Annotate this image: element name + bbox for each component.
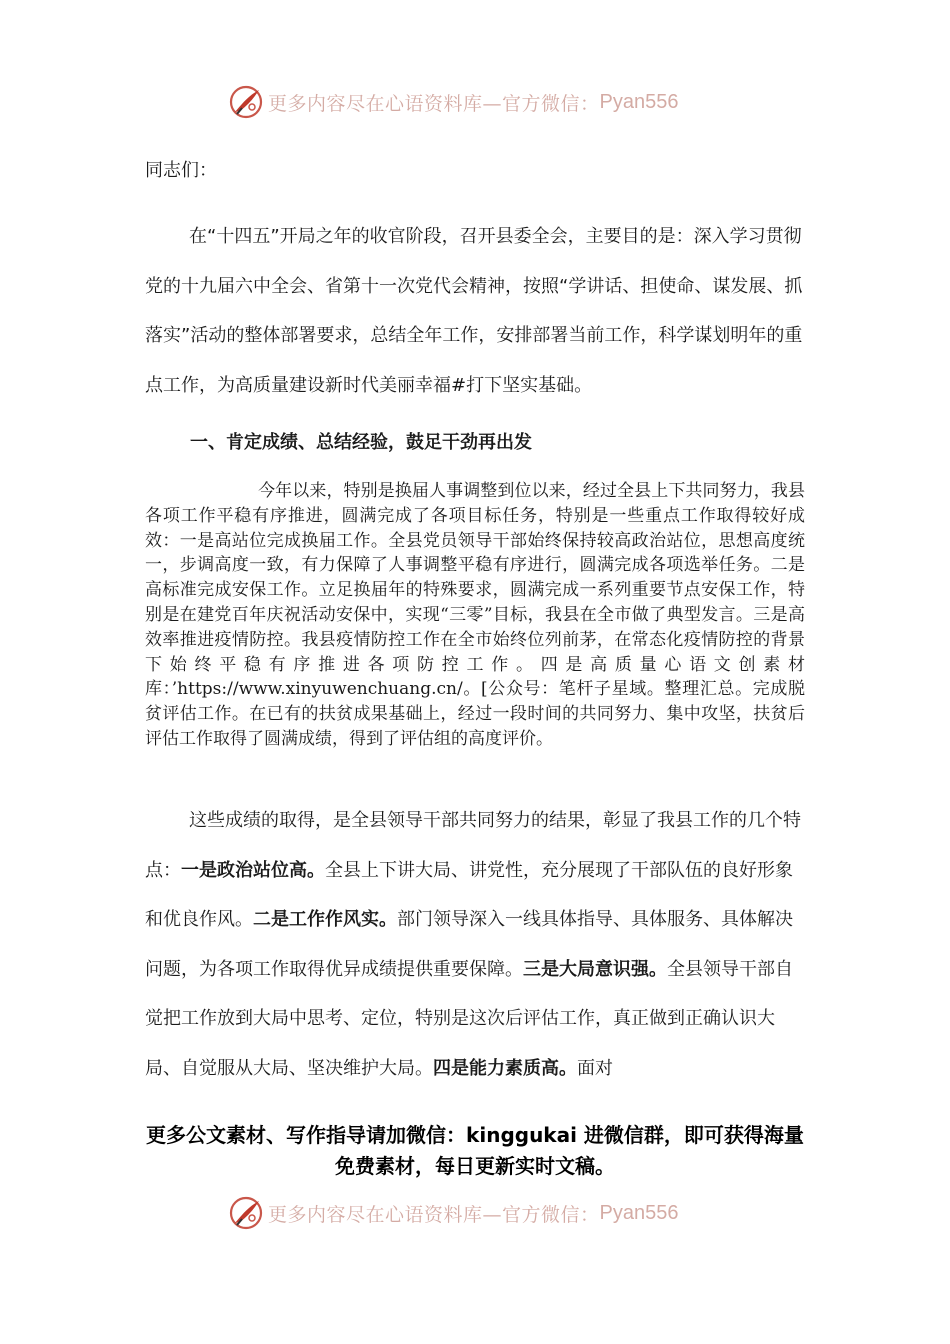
greeting: 同志们： bbox=[145, 160, 217, 181]
banner-text: 更多内容尽在心语资料库—官方微信： bbox=[268, 1203, 600, 1226]
achievements-paragraph bbox=[145, 479, 805, 752]
section-heading: 一、肯定成绩、总结经验，鼓足干劲再出发 bbox=[190, 432, 532, 453]
quill-pen-logo-icon bbox=[228, 84, 264, 120]
banner-text: 更多内容尽在心语资料库—官方微信： bbox=[268, 92, 600, 115]
footer-banner bbox=[228, 1193, 678, 1233]
header-banner bbox=[228, 82, 678, 122]
intro-paragraph: 在“十四五”开局之年的收官阶段，召开县委全会，主要目的是：深入学习贯彻党的十九届六中全会、省第十一次党代会精神，按照“学讲话、担使命、谋发展、抓落实”活动的整体部署要求，总结全年工作，安排部署当前工作，科学谋划明年的重点工作，为高质量建设新时代美丽幸福#打下坚实基础。 bbox=[145, 226, 803, 396]
banner-wechat-id: Pyan556 bbox=[599, 1201, 679, 1224]
achievements-text: 今年以来，特别是换届人事调整到位以来，经过全县上下共同努力，我县各项工作平稳有序推进，圆满完成了各项目标任务，特别是一些重点工作取得较好成效：一是高站位完成换届工作。全县党员领导干部始终保持较高政治站位，思想高度统一，步调高度一致，有力保障了人事调整平稳有序进行，圆满完成各项选举任务。二是高标准完成安保工作。立足换届年的特殊要求，圆满完成一系列重要节点安保工作，特别是在建党百年庆祝活动安保中，实现“三零”目标，我县在全市做了典型发言。三是高效率推进疫情防控。我县疫情防控工作在全市始终位列前茅，在常态化疫情防控的背景下始终平稳有序推进各项防控工作。四是高质量心语文创素材库：’https://www.xinyuwenchuang.cn/。[公众号：笔杆子星域。整理汇总。完成脱贫评估工作。在已有的扶贫成果基础上，经过一段时间的共同努力、集中攻坚，扶贫后评估工作取得了圆满成绩，得到了评估组的高度评价。 bbox=[145, 481, 805, 749]
footer-promo-note: 更多公文素材、写作指导请加微信：kinggukai 进微信群，即可获得海量免费素材，每日更新实时文稿。 bbox=[146, 1123, 804, 1178]
characteristics-paragraph: 这些成绩的取得，是全县领导干部共同努力的结果，彰显了我县工作的几个特点：一是政治站位高。全县上下讲大局、讲党性，充分展现了干部队伍的良好形象和优良作风。二是工作作风实。部门领导深入一线具体指导、具体服务、具体解决问题，为各项工作取得优异成绩提供重要保障。三是大局意识强。全县领导干部自觉把工作放到大局中思考、定位，特别是这次后评估工作，真正做到正确认识大局、自觉服从大局、坚决维护大局。四是能力素质高。面对 bbox=[145, 810, 801, 1079]
point-1: 一是政治站位高。 bbox=[181, 859, 325, 881]
banner-wechat-id: Pyan556 bbox=[599, 90, 679, 113]
quill-pen-logo-icon bbox=[228, 1195, 264, 1231]
point-3: 三是大局意识强。 bbox=[523, 958, 667, 980]
point-4: 四是能力素质高。 bbox=[433, 1057, 577, 1079]
point-2: 二是工作作风实。 bbox=[253, 909, 397, 930]
